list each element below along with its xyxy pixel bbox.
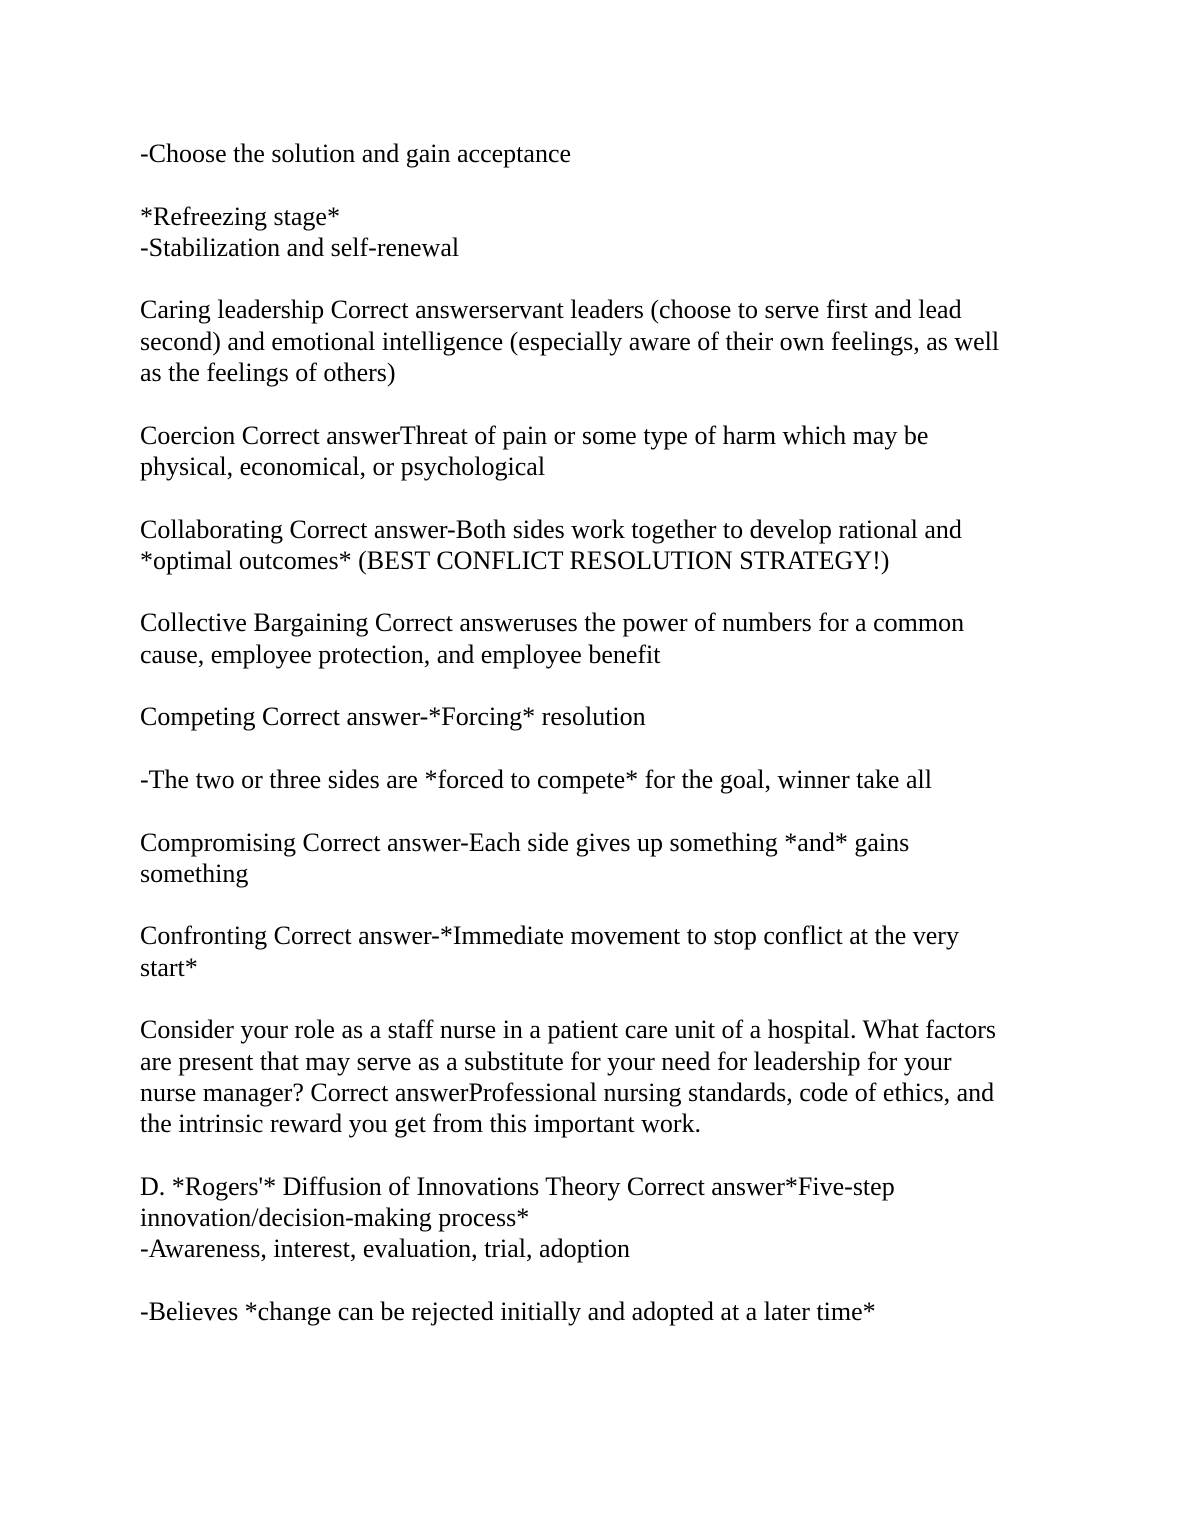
text-line: -Stabilization and self-renewal bbox=[140, 232, 460, 262]
text-line: *optimal outcomes* (BEST CONFLICT RESOLUTION STRATEGY!) bbox=[140, 545, 890, 575]
paragraph-compromising bbox=[140, 827, 1070, 890]
text-line: nurse manager? Correct answerProfessional nursing standards, code of ethics, and bbox=[140, 1077, 995, 1107]
paragraph-coercion bbox=[140, 420, 1070, 483]
text-line: Caring leadership Correct answerservant leaders (choose to serve first and lead bbox=[140, 295, 962, 325]
paragraph-collaborating bbox=[140, 514, 1070, 577]
paragraph-change-rejected bbox=[140, 1296, 1070, 1327]
text-line: *Refreezing stage* bbox=[140, 201, 340, 231]
text-line: D. *Rogers'* Diffusion of Innovations Theory Correct answer*Five-step bbox=[140, 1171, 895, 1201]
paragraph-refreezing-stage bbox=[140, 201, 1070, 264]
text-line: physical, economical, or psychological bbox=[140, 451, 546, 481]
text-line: innovation/decision-making process* bbox=[140, 1203, 530, 1233]
paragraph-rogers-diffusion bbox=[140, 1171, 1070, 1265]
paragraph-confronting bbox=[140, 920, 1070, 983]
text-line: second) and emotional intelligence (especially aware of their own feelings, as well bbox=[140, 326, 1000, 356]
paragraph-competing bbox=[140, 701, 1070, 732]
paragraph-forced-to-compete bbox=[140, 764, 1070, 795]
text-line: -Awareness, interest, evaluation, trial, adoption bbox=[140, 1234, 631, 1264]
text-line: Collaborating Correct answer-Both sides work together to develop rational and bbox=[140, 514, 962, 544]
text-line: something bbox=[140, 858, 249, 888]
text-line: the intrinsic reward you get from this important work. bbox=[140, 1109, 702, 1139]
text-line: as the feelings of others) bbox=[140, 358, 396, 388]
text-line: Competing Correct answer-*Forcing* resolution bbox=[140, 702, 646, 732]
text-line: -Choose the solution and gain acceptance bbox=[140, 139, 572, 168]
text-line: Confronting Correct answer-*Immediate movement to stop conflict at the very bbox=[140, 921, 959, 951]
paragraph-caring-leadership bbox=[140, 294, 1070, 388]
text-line: Collective Bargaining Correct answeruses the power of numbers for a common bbox=[140, 608, 965, 638]
text-line: Coercion Correct answerThreat of pain or some type of harm which may be bbox=[140, 420, 929, 450]
paragraph-staff-nurse-question bbox=[140, 1014, 1070, 1139]
text-line: -Believes *change can be rejected initially and adopted at a later time* bbox=[140, 1296, 876, 1326]
text-line: start* bbox=[140, 952, 198, 982]
text-line: are present that may serve as a substitute for your need for leadership for your bbox=[140, 1046, 952, 1076]
text-line: Compromising Correct answer-Each side gives up something *and* gains bbox=[140, 827, 910, 857]
text-line: Consider your role as a staff nurse in a patient care unit of a hospital. What factors bbox=[140, 1015, 997, 1045]
text-line: cause, employee protection, and employee benefit bbox=[140, 639, 661, 669]
paragraph-collective-bargaining bbox=[140, 607, 1070, 670]
paragraph-choose-solution bbox=[140, 138, 1070, 169]
text-line: -The two or three sides are *forced to compete* for the goal, winner take all bbox=[140, 764, 932, 794]
